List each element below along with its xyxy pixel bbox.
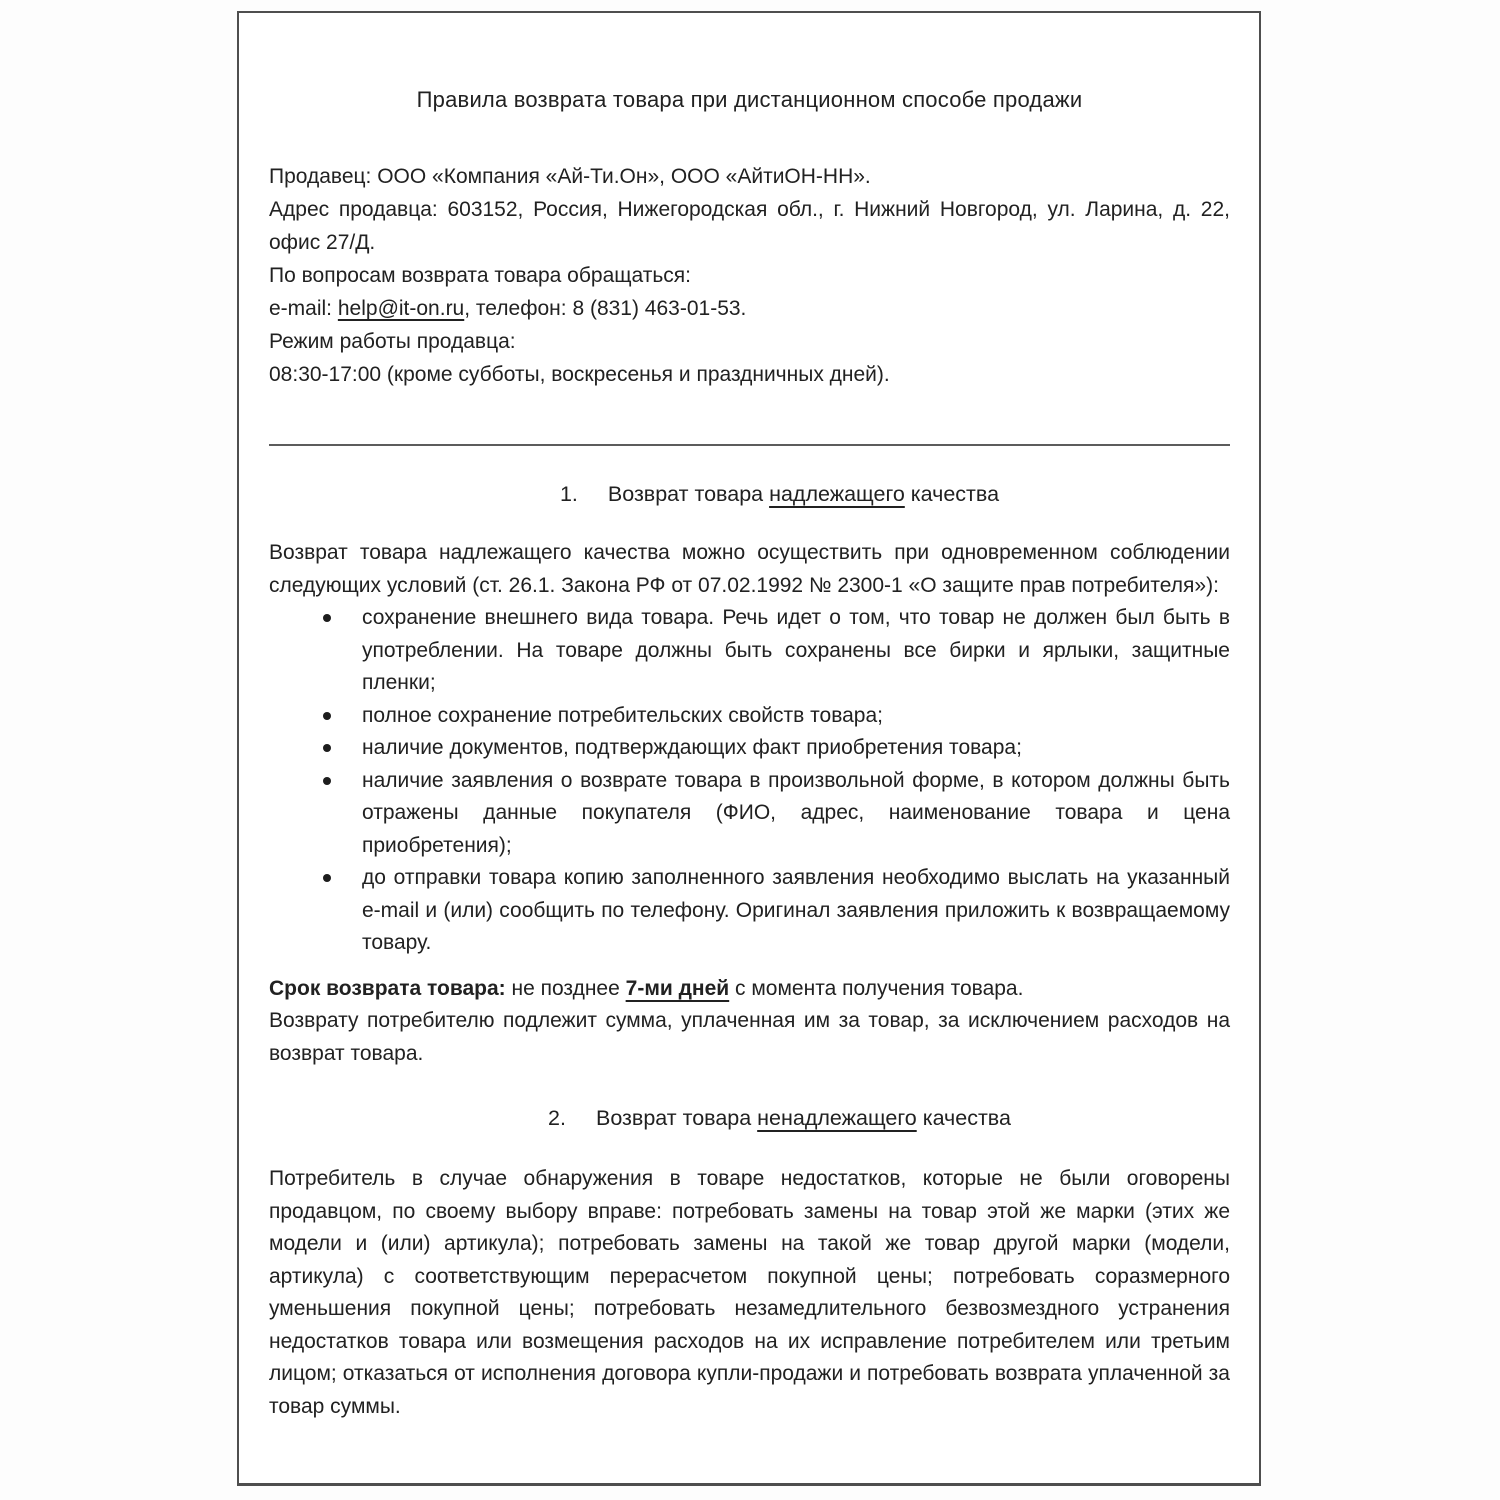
section2-body: Потребитель в случае обнаружения в товаре недостатков, которые не были оговорены продавцом, по своему выбору вправе: потребовать замены на товар этой же марки (этих же модели и (или) артикула); потребовать замены на такой же товар другой марки (модели, артикула) с соответствующим перерасчетом покупной цены; потребовать соразмерного уменьшения покупной цены; потребовать незамедлительного безвозмездного устранения недостатков товара или возмещения расходов на их исправление потребителем или третьим лицом; отказаться от исполнения договора купли-продажи и потребовать возврата уплаченной за товар суммы. — [269, 1167, 1230, 1418]
seller-line: Продавец: ООО «Компания «Ай-Ти.Он», ООО «АйтиОН-НН». — [269, 165, 871, 188]
document-page — [237, 11, 1261, 1486]
section1-title-pre: Возврат товара — [607, 482, 770, 506]
list-item-text: полное сохранение потребительских свойств товара; — [362, 703, 883, 727]
return-term-post: с момента получения товара. — [729, 976, 1024, 1000]
return-term-value: 7-ми дней — [625, 976, 730, 1000]
list-item — [269, 732, 1230, 765]
phone-text: , телефон: 8 (831) 463-01-53. — [464, 297, 747, 320]
section1-title-underlined: надлежащего — [769, 482, 905, 506]
seller-address-line: Адрес продавца: 603152, Россия, Нижегородская обл., г. Нижний Новгород, ул. Ларина, д. 22, офис 27/Д. — [269, 198, 1230, 254]
list-item-text: наличие заявления о возврате товара в произвольной форме, в котором должны быть отражены данные покупателя (ФИО, адрес, наименование товара и цена приобретения); — [362, 768, 1230, 857]
email-phone-line — [269, 292, 1230, 325]
section1-title-post: качества — [904, 482, 1000, 506]
page-content — [239, 13, 1259, 1423]
section2-title-pre: Возврат товара — [595, 1106, 758, 1130]
seller-info-block — [269, 160, 1230, 391]
return-term-label: Срок возврата товара: — [269, 976, 506, 1000]
contact-intro-line: По вопросам возврата товара обращаться: — [269, 264, 692, 287]
list-item — [269, 765, 1230, 863]
section-divider — [269, 444, 1230, 446]
schedule-label-line: Режим работы продавца: — [269, 330, 516, 353]
section2-heading — [269, 1102, 1230, 1135]
return-term-mid: не позднее — [505, 976, 626, 1000]
conditions-list — [269, 602, 1230, 960]
list-item — [269, 862, 1230, 960]
list-item — [269, 700, 1230, 733]
list-item-text: до отправки товара копию заполненного заявления необходимо выслать на указанный e-mail и (или) сообщить по телефону. Оригинал заявления приложить к возвращаемому товару. — [362, 866, 1230, 954]
section2-number: 2. — [548, 1106, 566, 1130]
list-item-text: наличие документов, подтверждающих факт приобретения товара; — [362, 736, 1022, 759]
section1-intro: Возврат товара надлежащего качества можно осуществить при одновременном соблюдении следующих условий (ст. 26.1. Закона РФ от 07.02.1992 № 2300-1 «О защите прав потребителя»): — [269, 541, 1230, 597]
refund-note: Возврату потребителю подлежит сумма, уплаченная им за товар, за исключением расходов на возврат товара. — [269, 1009, 1230, 1065]
bullet-icon — [323, 712, 331, 720]
section2-title-post: качества — [916, 1106, 1011, 1130]
bullet-icon — [323, 744, 331, 752]
bullet-icon — [323, 874, 331, 882]
bullet-icon — [323, 614, 331, 622]
section1-number: 1. — [559, 482, 578, 506]
email-prefix: e-mail: — [269, 297, 338, 320]
list-item-text: сохранение внешнего вида товара. Речь идет о том, что товар не должен был быть в употреблении. На товаре должны быть сохранены все бирки и ярлыки, защитные пленки; — [362, 606, 1230, 694]
return-term-block — [269, 973, 1230, 1071]
return-term-line — [269, 973, 1230, 1006]
list-item — [269, 602, 1230, 700]
email-link[interactable]: help@it-on.ru — [337, 297, 465, 320]
bullet-icon — [323, 777, 331, 785]
schedule-value-line: 08:30-17:00 (кроме субботы, воскресенья и праздничных дней). — [269, 363, 890, 386]
section1-heading — [269, 478, 1230, 511]
section2-title-underlined: ненадлежащего — [757, 1106, 917, 1130]
page-title: Правила возврата товара при дистанционном способе продажи — [416, 87, 1083, 112]
